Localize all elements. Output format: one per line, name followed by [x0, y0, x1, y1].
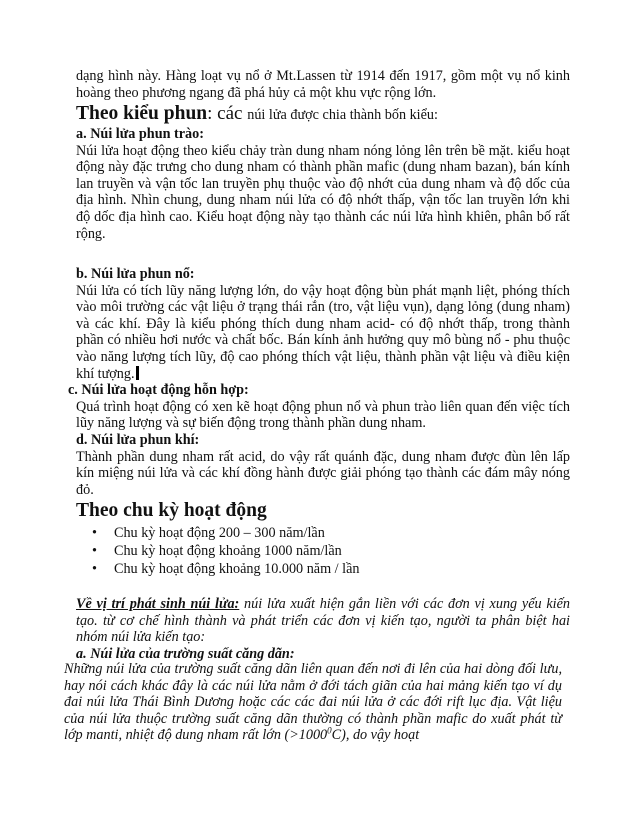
text-cursor — [136, 366, 139, 380]
cycle-list — [76, 524, 570, 578]
cycle-item: • Chu kỳ hoạt động khoảng 1000 năm/lần — [76, 542, 570, 560]
eruption-type-heading — [76, 103, 570, 126]
subsection-b-title: b. Núi lửa phun nổ: — [76, 266, 195, 282]
cycle-item: • Chu kỳ hoạt động 200 – 300 năm/lần — [76, 524, 570, 542]
subsection-b — [76, 266, 570, 382]
eruption-type-heading-bold: Theo kiểu phun — [76, 103, 208, 124]
subsection-c-text: Quá trình hoạt động có xen kẽ hoạt động phun nổ và phun trào liên quan đến việc tích lũy năng lượng và sự biến động trong thành phần dung nham. — [76, 398, 570, 432]
subsection-a-title: a. Núi lửa phun trào: — [76, 126, 204, 142]
position-a-title: a. Núi lửa của trường suất căng dãn: — [76, 645, 295, 662]
subsection-b-text — [76, 283, 570, 383]
position-section — [76, 596, 570, 662]
eruption-type-heading-rest: núi lửa được chia thành bốn kiểu: — [247, 107, 438, 123]
position-lead-bold: Về vị trí phát sinh núi lửa: — [76, 596, 240, 612]
subsection-c — [68, 382, 570, 432]
subsection-a-text: Núi lửa hoạt động theo kiểu chảy tràn dung nham nóng lỏng lên trên bề mặt. kiểu hoạt động này đặc trưng cho dung nham có thành phần mafic (dung nham bazan), bán kính lan truyền và vận tốc lan truyền phụ thuộc vào độ nhớt của dung nham và độ dốc của địa hình. Nhìn chung, dung nham núi lửa có độ nhớt thấp, vận tốc lan truyền lớn khi độ dốc địa hình cao. Kiểu hoạt động này tạo thành các núi lửa hình khiên, phân bố rất rộng. — [76, 142, 570, 242]
position-a-paragraph — [64, 661, 562, 744]
cycle-item: • Chu kỳ hoạt động khoảng 10.000 năm / lần — [76, 560, 570, 578]
position-a-text-main: Những núi lửa của trường suất căng dãn liên quan đến nơi đi lên của hai dòng đối lưu, hay nói cách khác đây là các núi lửa nằm ở đới tách giãn của hai mảng kiến tạo ví dụ đai núi lửa Thái Bình Dương hoặc các các đai núi lửa ở các đới rift lục địa. Vật liệu của núi lửa thuộc trường suất căng dãn thường có thành phần mafic do xuất phát từ lớp manti, nhiệt độ dung nham rất lớn (>1000 — [64, 661, 562, 744]
subsection-d — [76, 432, 570, 498]
cycle-section — [76, 500, 570, 578]
eruption-type-heading-colon: : các — [207, 103, 243, 124]
position-lead-rest: núi lửa xuất hiện gắn liền với các đơn vị xung yếu kiến tạo. từ cơ chế hình thành và phát triển các đơn vị kiến tạo, người ta phân biệt hai nhóm núi lửa kiến tạo: — [76, 596, 570, 646]
position-a-text-end: C), do vậy hoạt — [331, 727, 420, 744]
eruption-type-section — [76, 103, 570, 242]
subsection-b-body: Núi lửa có tích lũy năng lượng lớn, do vậy hoạt động bùn phát mạnh liệt, phóng thích vào môi trường các vật liệu ở trạng thái rắn (tro, vật liệu vụn), dạng lỏng (dung nham) và các khí. Đây là kiểu phóng thích dung nham acid- có độ nhớt thấp, trong thành phần có nhiều hơi nước và chất bốc. Bán kính ảnh hưởng quy mô bùng nổ - phu thuộc vào năng lượng tích lũy, độ cao phóng thích vật liệu, thành phần vật liệu và điều kiện khí tượng. — [76, 282, 570, 382]
subsection-c-title: c. Núi lửa hoạt động hỗn hợp: — [68, 382, 249, 398]
position-lead — [76, 596, 570, 646]
degree-superscript: 0 — [327, 725, 332, 736]
intro-text: dạng hình này. Hàng loạt vụ nổ ở Mt.Lassen từ 1914 đến 1917, gồm một vụ nổ kinh hoàng theo phương ngang đã phá hủy cả một khu vực rộng lớn. — [76, 68, 570, 101]
cycle-heading: Theo chu kỳ hoạt động — [76, 500, 267, 521]
subsection-d-text: Thành phần dung nham rất acid, do vậy rất quánh đặc, dung nham được đùn lên lấp kín miệng núi lửa và các khí đồng hành được giải phóng tạo thành các đám mây nóng đỏ. — [76, 448, 570, 498]
subsection-d-title: d. Núi lửa phun khí: — [76, 432, 200, 448]
intro-paragraph — [76, 68, 570, 101]
position-a-text — [64, 661, 562, 744]
